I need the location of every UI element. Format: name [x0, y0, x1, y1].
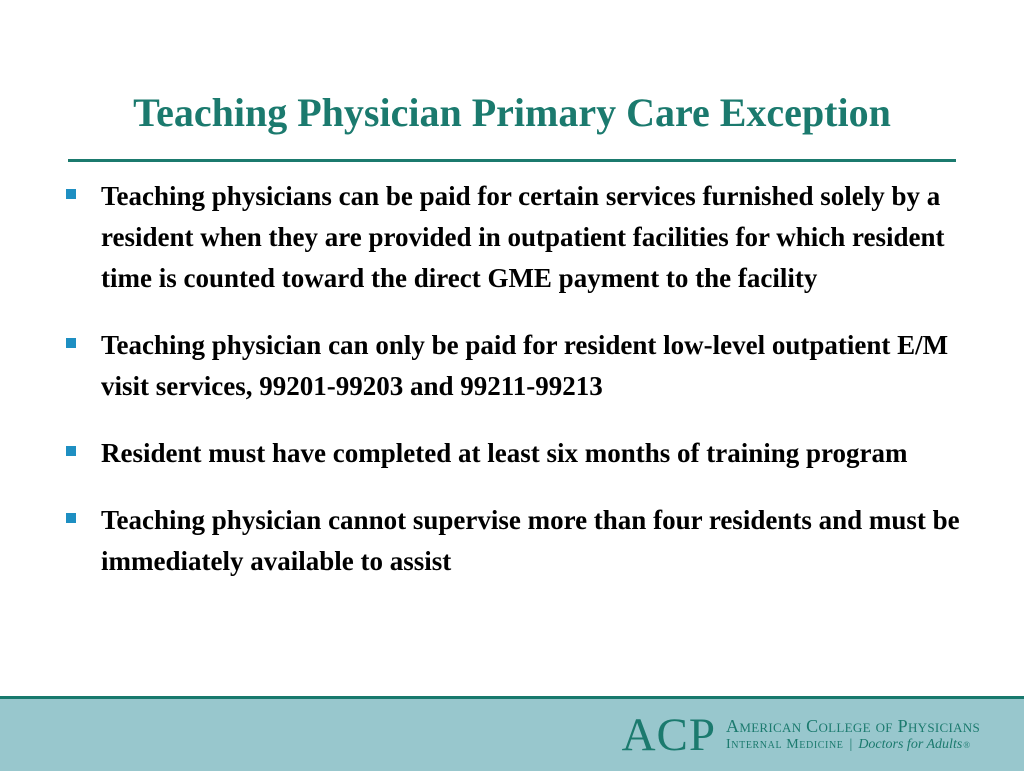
- bullet-item: [62, 325, 962, 407]
- registered-mark: ®: [963, 740, 971, 750]
- logo-text: [726, 716, 980, 754]
- specialty-label: Internal Medicine: [726, 737, 844, 752]
- footer-band: [0, 696, 1024, 771]
- logo-mark: ACP: [621, 709, 717, 761]
- bullet-list: [62, 176, 962, 608]
- acp-logo: [621, 709, 980, 761]
- bullet-item: [62, 176, 962, 299]
- logo-tagline: [726, 736, 980, 754]
- square-bullet-icon: [66, 189, 76, 199]
- square-bullet-icon: [66, 446, 76, 456]
- tagline-text: Doctors for Adults: [858, 737, 963, 752]
- square-bullet-icon: [66, 513, 76, 523]
- slide-title: Teaching Physician Primary Care Exception: [133, 90, 891, 135]
- bullet-text: Resident must have completed at least six months of training program: [101, 438, 908, 468]
- tagline-separator: |: [849, 737, 853, 752]
- bullet-item: [62, 433, 962, 474]
- bullet-item: [62, 500, 962, 582]
- org-name: American College of Physicians: [726, 716, 980, 736]
- bullet-text: Teaching physician cannot supervise more than four residents and must be immediately available to assist: [101, 505, 960, 576]
- title-divider: [68, 159, 956, 162]
- square-bullet-icon: [66, 338, 76, 348]
- bullet-text: Teaching physicians can be paid for certain services furnished solely by a resident when they are provided in outpatient facilities for which resident time is counted toward the direct GME payment to the facility: [101, 181, 945, 293]
- bullet-text: Teaching physician can only be paid for resident low-level outpatient E/M visit services, 99201-99203 and 99211-99213: [101, 330, 949, 401]
